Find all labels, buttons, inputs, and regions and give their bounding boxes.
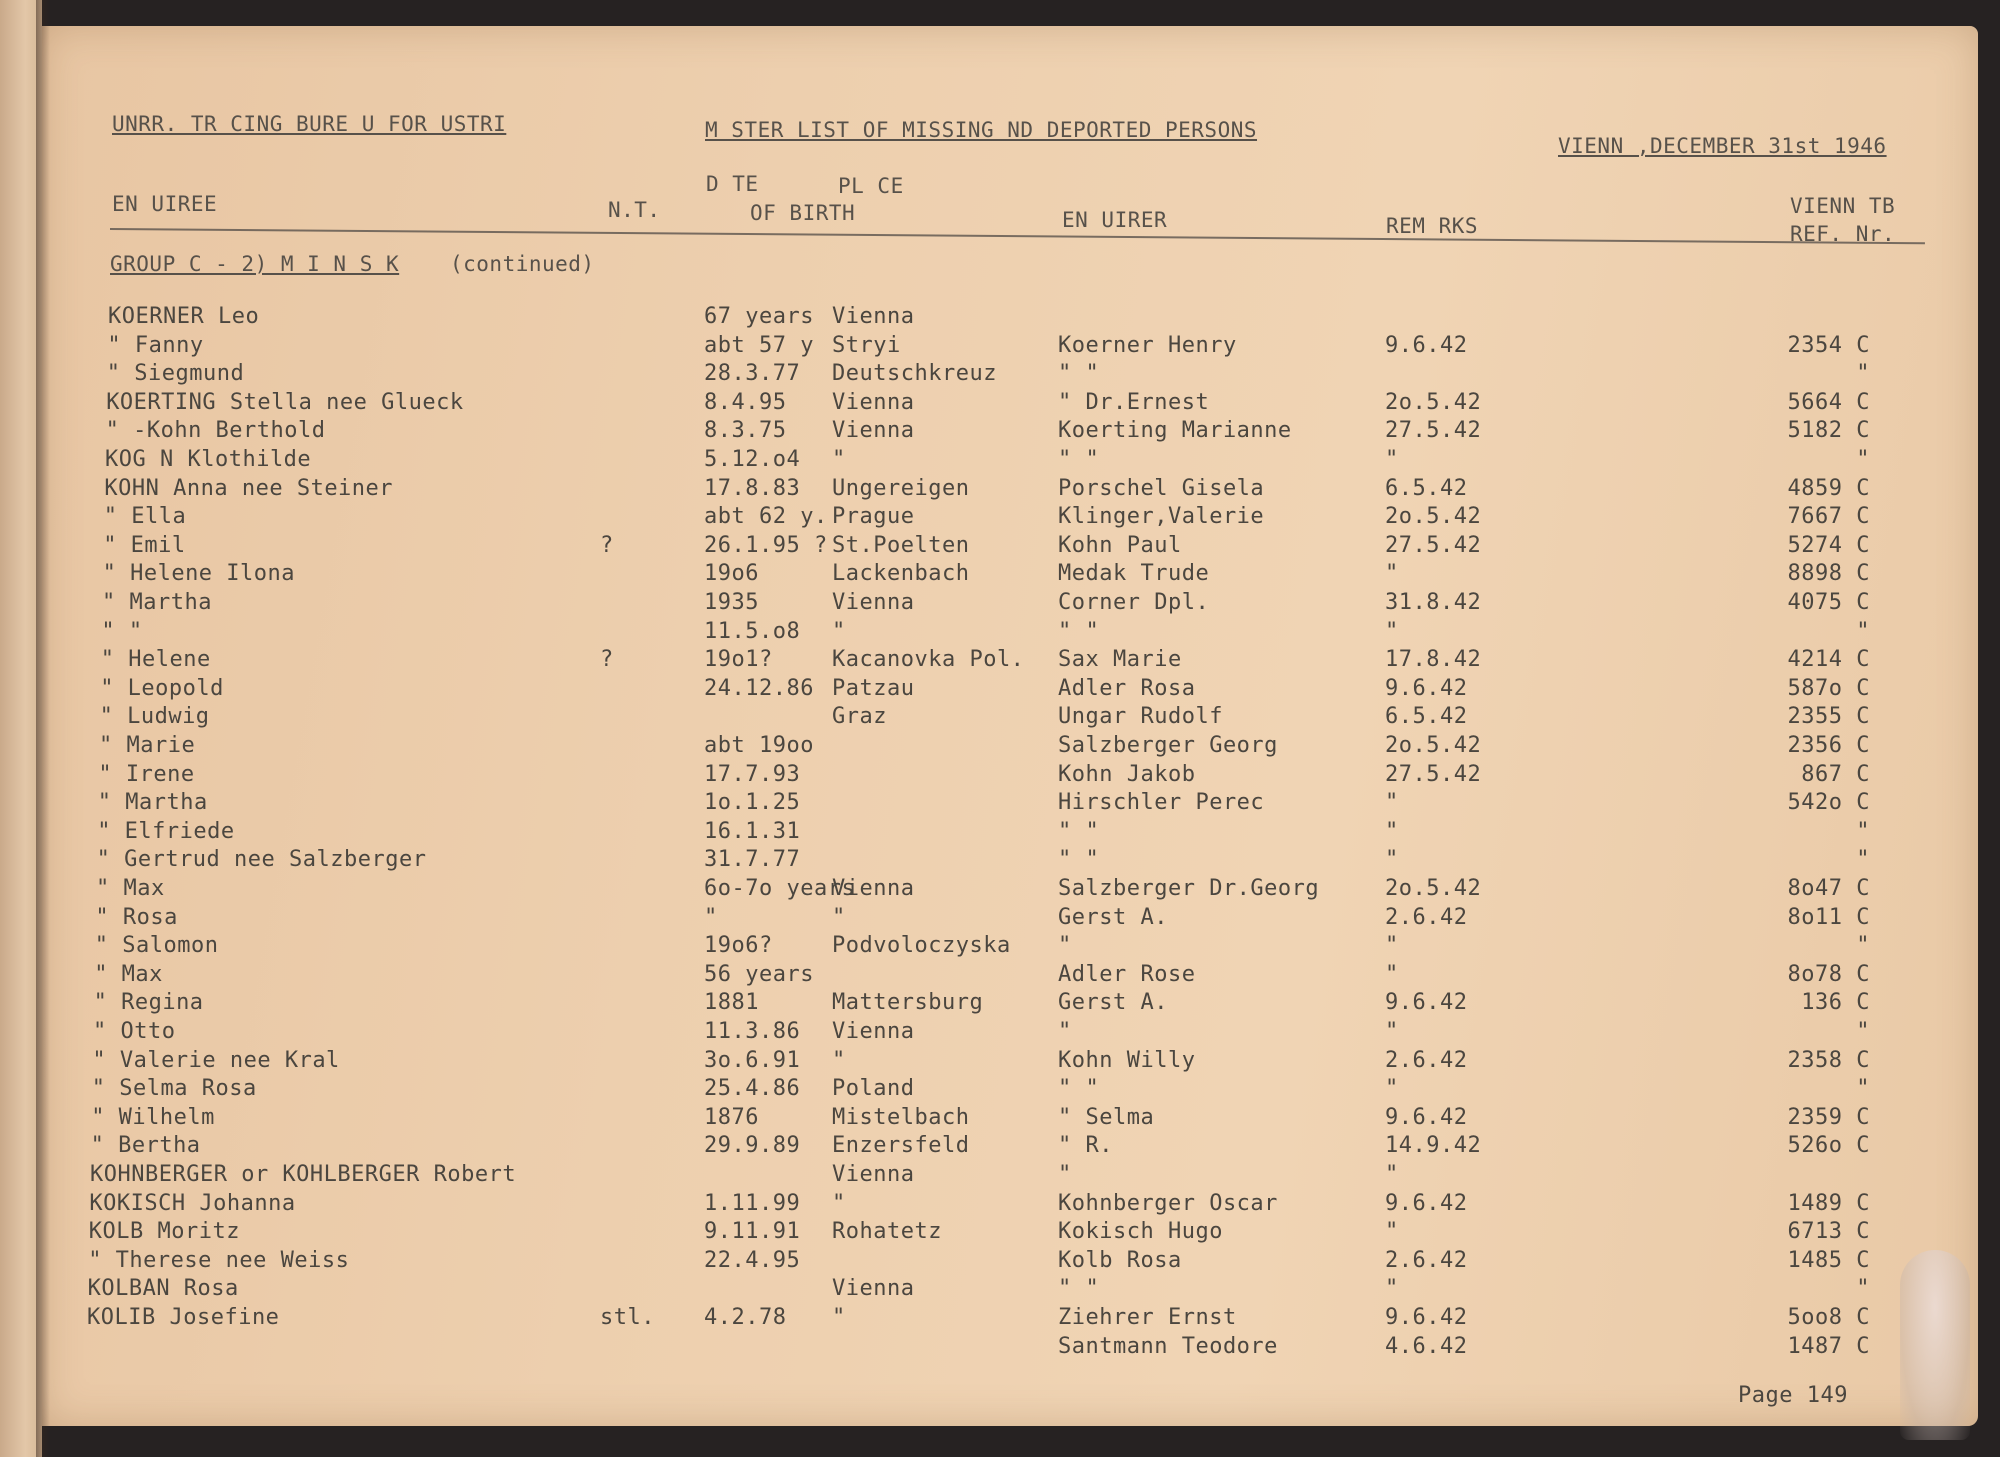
entry-birth-place: "	[832, 1190, 846, 1216]
entry-name: " Therese nee Weiss	[88, 1247, 350, 1273]
entry-ref-nr: "	[1856, 818, 1870, 844]
group-label: GROUP C - 2) M I N S K	[110, 252, 400, 276]
entry-birth-place: "	[832, 1305, 846, 1330]
entry-remarks: "	[1385, 618, 1399, 644]
entry-remarks: 31.8.42	[1385, 590, 1482, 615]
entry-remarks: "	[1385, 447, 1399, 472]
entry-name: " Martha	[102, 590, 212, 615]
entry-enquirer: Porschel Gisela	[1058, 475, 1265, 501]
entry-name: " Wilhelm	[91, 1104, 215, 1130]
entry-birth-date: 6o-7o years	[704, 876, 856, 901]
entry-ref-nr: "	[1856, 618, 1870, 644]
entry-remarks: 9.6.42	[1385, 1305, 1468, 1330]
entry-birth-date: 17.7.93	[704, 761, 801, 787]
entry-enquirer: Gerst A.	[1058, 904, 1168, 930]
entry-enquirer: Hirschler Perec	[1058, 790, 1265, 816]
entry-enquirer: " Selma	[1058, 1104, 1155, 1130]
entry-birth-date: 1.11.99	[704, 1190, 801, 1216]
entry-birth-place: Vienna	[832, 1019, 915, 1044]
entry-ref-nr: 6713 C	[1787, 1219, 1870, 1245]
entry-birth-date: 9.11.91	[704, 1219, 801, 1245]
entry-name: " Regina	[93, 990, 204, 1016]
col-enquirer: EN UIRER	[1062, 208, 1168, 232]
entry-ref-nr: 2358 C	[1787, 1047, 1870, 1073]
entry-enquirer: Kohn Willy	[1058, 1047, 1196, 1073]
col-enquiree: EN UIREE	[112, 192, 218, 216]
entry-birth-date: 1881	[704, 990, 759, 1016]
entry-enquirer: Klinger,Valerie	[1058, 504, 1265, 530]
entry-remarks: 9.6.42	[1385, 1104, 1468, 1130]
col-ref-top: VIENN TB	[1790, 194, 1896, 218]
col-date-top: D TE	[706, 172, 759, 196]
entry-enquirer: "	[1058, 933, 1072, 959]
entry-birth-date: 1876	[704, 1104, 759, 1130]
entry-birth-place: Patzau	[832, 675, 915, 701]
entry-birth-place: Deutschkreuz	[832, 361, 997, 387]
entry-birth-date: 19o6	[704, 561, 759, 587]
entry-birth-place: Vienna	[832, 304, 915, 329]
entry-name: KOLIB Josefine	[87, 1305, 280, 1330]
entry-name: " Siegmund	[106, 361, 245, 387]
entry-remarks: 2.6.42	[1385, 1247, 1468, 1273]
entry-remarks: "	[1385, 1019, 1399, 1044]
entry-name: " Bertha	[90, 1133, 201, 1159]
entry-birth-place: Vienna	[832, 418, 915, 444]
entry-name: " Elfriede	[97, 818, 235, 844]
entry-birth-place: Prague	[832, 504, 915, 530]
entry-ref-nr: 7667 C	[1787, 504, 1870, 530]
entry-enquirer: " "	[1058, 447, 1100, 472]
thumb-shadow	[1900, 1250, 1970, 1440]
entry-ref-nr: "	[1856, 847, 1870, 873]
entry-birth-date: 11.5.o8	[704, 618, 801, 644]
entry-name: KOG N Klothilde	[105, 447, 312, 472]
entry-birth-date: 29.9.89	[704, 1133, 801, 1159]
entry-name: " Helene Ilona	[102, 561, 296, 587]
entry-remarks: 6.5.42	[1385, 704, 1468, 730]
entry-birth-date: 67 years	[704, 304, 814, 329]
entry-birth-date: 5.12.o4	[704, 447, 801, 472]
entry-ref-nr: 867 C	[1801, 761, 1870, 787]
entry-ref-nr: 1489 C	[1787, 1190, 1870, 1216]
entry-birth-date: 22.4.95	[704, 1247, 801, 1273]
entry-name: " Helene	[100, 647, 211, 673]
entry-name: " Ludwig	[99, 704, 210, 730]
entry-remarks: 4.6.42	[1385, 1333, 1468, 1359]
entry-enquirer: Gerst A.	[1058, 990, 1168, 1016]
entry-remarks: 2o.5.42	[1385, 876, 1482, 901]
entry-name: " Rosa	[95, 904, 178, 930]
document-title: M STER LIST OF MISSING ND DEPORTED PERSONS	[705, 118, 1258, 142]
entry-enquirer: Kokisch Hugo	[1058, 1219, 1223, 1245]
entry-birth-date: 26.1.95 ?	[704, 532, 828, 558]
entry-birth-place: Mattersburg	[832, 990, 984, 1016]
entry-enquirer: " "	[1058, 361, 1100, 387]
entry-remarks: "	[1385, 561, 1399, 587]
col-ref-bottom: REF. Nr.	[1790, 222, 1896, 246]
entry-enquirer: Kolb Rosa	[1058, 1247, 1182, 1273]
entry-ref-nr: "	[1856, 1019, 1870, 1044]
entry-birth-place: Vienna	[832, 590, 915, 615]
entry-birth-date: 31.7.77	[704, 847, 801, 873]
entry-ref-nr: 2355 C	[1787, 704, 1870, 730]
entry-name: " Otto	[93, 1019, 176, 1044]
entry-ref-nr: "	[1856, 1276, 1870, 1302]
entry-name: " Irene	[98, 761, 195, 787]
entry-name: KOKISCH Johanna	[89, 1190, 296, 1216]
entry-birth-place: "	[832, 904, 846, 930]
entry-ref-nr: 8898 C	[1787, 561, 1870, 587]
entry-birth-date: 8.4.95	[704, 389, 787, 415]
entry-birth-date: 1935	[704, 590, 759, 615]
entry-enquirer: Salzberger Georg	[1058, 733, 1278, 758]
entry-enquirer: Corner Dpl.	[1058, 590, 1210, 615]
entry-ref-nr: 1485 C	[1787, 1247, 1870, 1273]
entry-name: KOHN Anna nee Steiner	[104, 475, 394, 501]
col-of-birth: OF BIRTH	[750, 201, 856, 225]
entry-ref-nr: 2354 C	[1787, 332, 1870, 358]
entry-enquirer: " "	[1058, 618, 1100, 644]
entry-birth-date: 25.4.86	[704, 1076, 801, 1102]
entry-birth-date: 8.3.75	[704, 418, 787, 444]
col-nt: N.T.	[608, 198, 661, 222]
entry-enquirer: " "	[1058, 818, 1100, 844]
entry-birth-place: Stryi	[832, 332, 901, 358]
entry-name: " Valerie nee Kral	[92, 1047, 340, 1073]
entry-enquirer: Adler Rosa	[1058, 675, 1196, 701]
entry-name: " Ella	[103, 504, 187, 530]
entry-name: " Gertrud nee Salzberger	[96, 847, 427, 873]
entry-name: KOHNBERGER or KOHLBERGER Robert	[90, 1162, 517, 1187]
entry-birth-place: St.Poelten	[832, 532, 970, 558]
entry-birth-date: abt 57 y	[704, 332, 814, 358]
entry-ref-nr: 8o11 C	[1787, 904, 1870, 930]
entry-name: " Leopold	[100, 675, 224, 701]
entry-remarks: 2o.5.42	[1385, 389, 1482, 415]
entry-enquirer: Adler Rose	[1058, 961, 1196, 987]
entry-remarks: "	[1385, 818, 1399, 844]
entry-ref-nr: 8o78 C	[1787, 961, 1870, 987]
entry-remarks: "	[1385, 1162, 1399, 1187]
entry-remarks: "	[1385, 1076, 1399, 1102]
entry-name: " Fanny	[107, 332, 204, 358]
entry-remarks: "	[1385, 1219, 1399, 1245]
entry-ref-nr: "	[1856, 1076, 1870, 1102]
entry-name: KOERTING Stella nee Glueck	[106, 389, 464, 415]
entry-name: " Emil	[103, 532, 186, 558]
entry-enquirer: " "	[1058, 1076, 1100, 1102]
entry-ref-nr: 2356 C	[1787, 733, 1870, 758]
entry-birth-date: 17.8.83	[704, 475, 801, 501]
entry-enquirer: "	[1058, 1162, 1072, 1187]
entry-remarks: "	[1385, 961, 1399, 987]
entry-name: " -Kohn Berthold	[105, 418, 326, 444]
entry-ref-nr: 5664 C	[1787, 389, 1870, 415]
entry-enquirer: Koerner Henry	[1058, 332, 1237, 358]
entry-ref-nr: "	[1856, 933, 1870, 959]
entry-ref-nr: 4214 C	[1787, 647, 1870, 673]
entry-enquirer: Ziehrer Ernst	[1058, 1305, 1237, 1330]
entry-enquirer: Koerting Marianne	[1058, 418, 1292, 444]
entry-remarks: 2.6.42	[1385, 904, 1468, 930]
entry-remarks: "	[1385, 933, 1399, 959]
entry-enquirer: " R.	[1058, 1133, 1113, 1159]
entry-ref-nr: 1487 C	[1787, 1333, 1870, 1359]
entry-birth-place: Enzersfeld	[832, 1133, 970, 1159]
group-note: (continued)	[450, 252, 595, 276]
entry-birth-date: 16.1.31	[704, 818, 801, 844]
entry-birth-place: "	[832, 447, 846, 472]
entry-enquirer: Kohn Jakob	[1058, 761, 1196, 787]
entry-ref-nr: 2359 C	[1787, 1104, 1870, 1130]
entry-ref-nr: 526o C	[1787, 1133, 1870, 1159]
entry-birth-date: 19o6?	[704, 933, 773, 959]
entry-name: KOERNER Leo	[108, 304, 260, 329]
entry-ref-nr: "	[1856, 361, 1870, 387]
entry-birth-place: Lackenbach	[832, 561, 970, 587]
entry-remarks: 17.8.42	[1385, 647, 1482, 673]
entry-enquirer: Ungar Rudolf	[1058, 704, 1223, 730]
entry-remarks: "	[1385, 790, 1399, 816]
entry-ref-nr: 5182 C	[1787, 418, 1870, 444]
place-date: VIENN ,DECEMBER 31st 1946	[1558, 134, 1887, 158]
entry-birth-place: "	[832, 618, 846, 644]
spine-shadow	[36, 0, 50, 1457]
entry-ref-nr: 136 C	[1801, 990, 1870, 1016]
entry-remarks: 9.6.42	[1385, 1190, 1468, 1216]
entry-ref-nr: 4859 C	[1787, 475, 1870, 501]
entry-enquirer: " "	[1058, 847, 1100, 873]
entry-enquirer: Kohn Paul	[1058, 532, 1182, 558]
entry-enquirer: Kohnberger Oscar	[1058, 1190, 1278, 1216]
entry-birth-place: Podvoloczyska	[832, 933, 1011, 959]
entry-birth-date: 56 years	[704, 961, 814, 987]
entry-nt: ?	[600, 532, 614, 558]
entry-remarks: 9.6.42	[1385, 332, 1468, 358]
entry-remarks: "	[1385, 1276, 1399, 1302]
entry-birth-date: abt 62 y.	[704, 504, 828, 530]
entry-nt: stl.	[600, 1305, 655, 1330]
entry-remarks: 14.9.42	[1385, 1133, 1482, 1159]
entry-remarks: 6.5.42	[1385, 475, 1468, 501]
entry-birth-place: "	[832, 1047, 846, 1073]
entry-enquirer: Santmann Teodore	[1058, 1333, 1278, 1359]
entry-remarks: 27.5.42	[1385, 532, 1482, 558]
entry-birth-place: Vienna	[832, 1162, 915, 1187]
entry-birth-place: Vienna	[832, 389, 915, 415]
org-name: UNRR. TR CING BURE U FOR USTRI	[112, 112, 507, 136]
entry-birth-place: Vienna	[832, 876, 915, 901]
entry-name: KOLB Moritz	[88, 1219, 240, 1245]
entry-birth-date: 3o.6.91	[704, 1047, 801, 1073]
entry-ref-nr: 587o C	[1787, 675, 1870, 701]
entry-remarks: 27.5.42	[1385, 761, 1482, 787]
entry-birth-date: 4.2.78	[704, 1305, 787, 1330]
entry-ref-nr: 5oo8 C	[1787, 1305, 1870, 1330]
entry-remarks: "	[1385, 847, 1399, 873]
entry-name: " Max	[94, 961, 163, 987]
entry-remarks: 2o.5.42	[1385, 733, 1482, 758]
page-number: Page 149	[1738, 1383, 1848, 1408]
entry-enquirer: Salzberger Dr.Georg	[1058, 876, 1320, 901]
entry-enquirer: "	[1058, 1019, 1072, 1044]
entry-birth-date: 1o.1.25	[704, 790, 801, 816]
entry-birth-place: Rohatetz	[832, 1219, 942, 1245]
entry-birth-date: 24.12.86	[704, 675, 814, 701]
entry-birth-date: 28.3.77	[704, 361, 801, 387]
entry-ref-nr: 5274 C	[1787, 532, 1870, 558]
entry-enquirer: Medak Trude	[1058, 561, 1210, 587]
entry-name: KOLBAN Rosa	[87, 1276, 239, 1302]
entry-name: " "	[101, 618, 143, 644]
entry-name: " Selma Rosa	[91, 1076, 257, 1102]
entry-remarks: 2o.5.42	[1385, 504, 1482, 530]
entry-birth-date: 19o1?	[704, 647, 773, 673]
entry-birth-date: "	[704, 904, 718, 930]
entry-birth-date: abt 19oo	[704, 733, 814, 758]
entry-enquirer: " Dr.Ernest	[1058, 389, 1210, 415]
entry-nt: ?	[600, 647, 614, 673]
col-remarks: REM RKS	[1386, 214, 1479, 238]
entry-remarks: 9.6.42	[1385, 990, 1468, 1016]
col-place-top: PL CE	[838, 174, 904, 198]
entry-name: " Marie	[99, 733, 196, 758]
entry-remarks: 27.5.42	[1385, 418, 1482, 444]
entry-name: " Salomon	[94, 933, 219, 959]
entry-name: " Max	[96, 876, 165, 901]
entry-birth-place: Ungereigen	[832, 475, 970, 501]
entry-name: " Martha	[97, 790, 208, 816]
entry-ref-nr: 4075 C	[1787, 590, 1870, 615]
entry-birth-place: Mistelbach	[832, 1104, 970, 1130]
entry-remarks: 2.6.42	[1385, 1047, 1468, 1073]
entry-ref-nr: 542o C	[1787, 790, 1870, 816]
entry-birth-place: Poland	[832, 1076, 915, 1102]
entry-remarks: 9.6.42	[1385, 675, 1468, 701]
entry-birth-place: Kacanovka Pol.	[832, 647, 1025, 673]
entry-enquirer: " "	[1058, 1276, 1100, 1302]
entry-ref-nr: "	[1856, 447, 1870, 472]
entry-birth-place: Vienna	[832, 1276, 915, 1302]
entry-birth-date: 11.3.86	[704, 1019, 801, 1044]
entry-ref-nr: 8o47 C	[1787, 876, 1870, 901]
entry-enquirer: Sax Marie	[1058, 647, 1182, 673]
entry-birth-place: Graz	[832, 704, 887, 730]
